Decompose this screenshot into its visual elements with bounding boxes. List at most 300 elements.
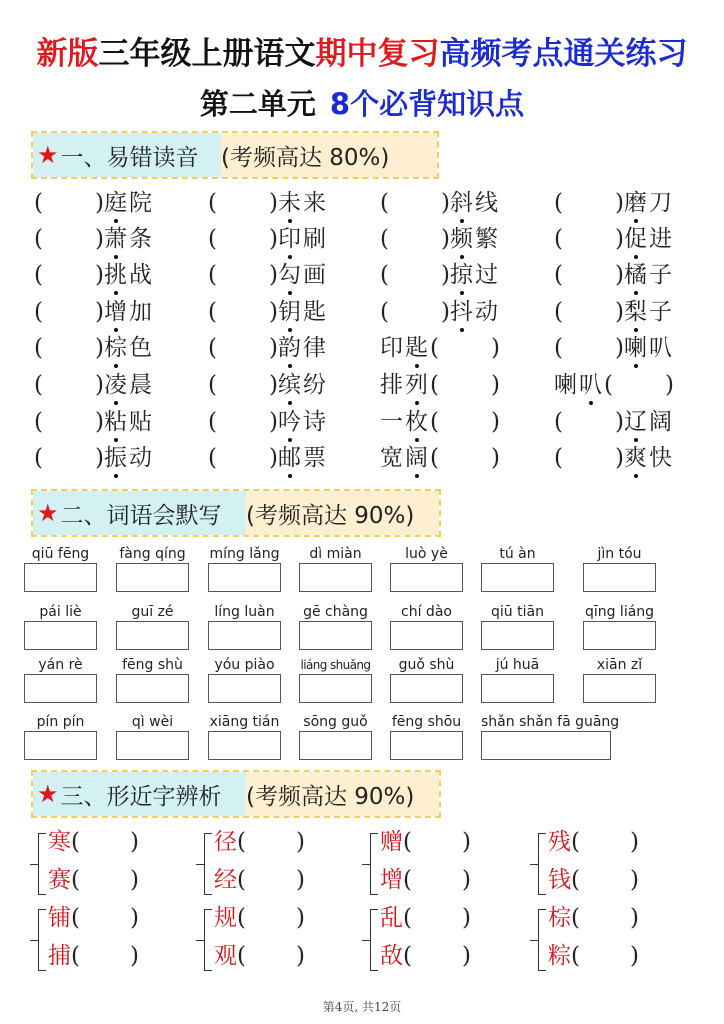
section-3-title-box bbox=[33, 772, 246, 816]
answer-blank[interactable]: ( ) bbox=[554, 226, 624, 252]
emphasis-dot-icon bbox=[288, 474, 292, 478]
dictation-item bbox=[299, 656, 372, 703]
char-pair-group bbox=[196, 901, 356, 981]
answer-box[interactable] bbox=[24, 563, 97, 592]
brace-icon bbox=[38, 833, 46, 895]
emphasis-dot-icon bbox=[114, 474, 118, 478]
char-line bbox=[380, 903, 471, 933]
char-line bbox=[48, 941, 139, 971]
pronunciation-item bbox=[34, 406, 154, 438]
pinyin-label: gē chàng bbox=[303, 604, 368, 620]
pinyin-label: qīng liáng bbox=[584, 604, 655, 620]
answer-blank[interactable]: ( ) bbox=[380, 190, 450, 216]
answer-blank[interactable]: ( ) bbox=[554, 262, 624, 288]
bracket-open: ( bbox=[403, 943, 412, 969]
char-line bbox=[48, 903, 139, 933]
dictation-item bbox=[116, 656, 189, 703]
brace-tick-icon bbox=[362, 940, 371, 941]
section-3-note-box bbox=[246, 772, 439, 816]
word-text: 缤纷 bbox=[278, 369, 328, 401]
char-line bbox=[548, 865, 639, 895]
pinyin-label: sōng guǒ bbox=[303, 714, 368, 730]
dictation-item bbox=[390, 656, 463, 703]
bracket-close: ) bbox=[295, 905, 305, 931]
brace-tick-icon bbox=[30, 940, 39, 941]
pronunciation-row bbox=[0, 369, 724, 405]
answer-box[interactable] bbox=[116, 674, 189, 703]
answer-blank[interactable]: ( ) bbox=[208, 445, 278, 471]
bracket-open: ( bbox=[71, 943, 80, 969]
similar-char: 寒 bbox=[48, 829, 71, 855]
similar-char: 规 bbox=[214, 905, 237, 931]
brace-icon bbox=[370, 833, 378, 895]
pronunciation-item bbox=[554, 187, 674, 219]
pinyin-label: fàng qíng bbox=[119, 546, 186, 562]
page-footer: 第4页, 共12页 bbox=[322, 1000, 402, 1014]
section-2-header bbox=[31, 489, 441, 537]
dictation-item bbox=[208, 713, 281, 760]
pinyin-label: fēng shōu bbox=[391, 714, 462, 730]
word-text: 棕色 bbox=[104, 332, 154, 364]
answer-box[interactable] bbox=[208, 563, 281, 592]
answer-blank[interactable]: ( ) bbox=[430, 445, 500, 471]
pronunciation-row bbox=[0, 442, 724, 478]
answer-box[interactable] bbox=[116, 621, 189, 650]
answer-blank[interactable] bbox=[237, 905, 305, 931]
dictation-item bbox=[116, 545, 189, 592]
char-line bbox=[214, 827, 305, 857]
pinyin-label: xiāng tián bbox=[209, 714, 280, 730]
answer-box[interactable] bbox=[481, 621, 554, 650]
word-text: 凌晨 bbox=[104, 369, 154, 401]
answer-box[interactable] bbox=[390, 731, 463, 760]
answer-blank[interactable]: ( ) bbox=[208, 335, 278, 361]
answer-blank[interactable]: ( ) bbox=[34, 299, 104, 325]
answer-blank[interactable]: ( ) bbox=[554, 299, 624, 325]
answer-blank[interactable] bbox=[403, 867, 471, 893]
bracket-close: ) bbox=[461, 905, 471, 931]
emphasis-dot-icon bbox=[114, 364, 118, 368]
similar-char: 捕 bbox=[48, 943, 71, 969]
emphasis-dot-icon bbox=[634, 291, 638, 295]
section-1-title-box bbox=[33, 133, 221, 177]
answer-blank[interactable]: ( ) bbox=[430, 335, 500, 361]
answer-blank[interactable] bbox=[71, 867, 139, 893]
title-line-1 bbox=[0, 28, 724, 73]
pronunciation-item bbox=[380, 296, 500, 328]
pinyin-label: shǎn shǎn fā guāng bbox=[481, 714, 620, 730]
pronunciation-item bbox=[554, 296, 674, 328]
emphasis-dot-icon bbox=[288, 291, 292, 295]
answer-blank[interactable]: ( ) bbox=[380, 226, 450, 252]
answer-blank[interactable] bbox=[71, 829, 139, 855]
answer-blank[interactable]: ( ) bbox=[604, 372, 674, 398]
section-2-title-box bbox=[33, 491, 246, 535]
word-text: 吟诗 bbox=[278, 406, 328, 438]
pinyin-label: qiū tiān bbox=[491, 604, 544, 620]
bracket-close: ) bbox=[295, 829, 305, 855]
answer-blank[interactable]: ( ) bbox=[34, 262, 104, 288]
bracket-open: ( bbox=[237, 905, 246, 931]
pronunciation-item bbox=[208, 187, 328, 219]
dictation-item bbox=[208, 656, 281, 703]
answer-blank[interactable] bbox=[71, 943, 139, 969]
word-text: 振动 bbox=[104, 442, 154, 474]
answer-blank[interactable]: ( ) bbox=[208, 409, 278, 435]
bracket-open: ( bbox=[237, 867, 246, 893]
char-pair-group bbox=[196, 825, 356, 905]
brace-tick-icon bbox=[362, 864, 371, 865]
answer-box[interactable] bbox=[299, 674, 372, 703]
similar-char: 残 bbox=[548, 829, 571, 855]
answer-blank[interactable]: ( ) bbox=[554, 335, 624, 361]
pinyin-label: pái liè bbox=[39, 604, 82, 620]
pinyin-label: liáng shuǎng bbox=[300, 658, 371, 672]
bracket-close: ) bbox=[629, 867, 639, 893]
pronunciation-item bbox=[380, 187, 500, 219]
answer-box[interactable] bbox=[583, 563, 656, 592]
char-line bbox=[380, 865, 471, 895]
char-line bbox=[214, 941, 305, 971]
char-pair-group bbox=[530, 901, 690, 981]
pinyin-label: xiān zǐ bbox=[596, 657, 643, 673]
section-1-header bbox=[31, 131, 439, 179]
answer-blank[interactable] bbox=[403, 829, 471, 855]
answer-box[interactable] bbox=[24, 674, 97, 703]
pronunciation-item bbox=[380, 369, 500, 401]
word-text: 排列 bbox=[380, 369, 430, 401]
pinyin-label: pín pín bbox=[36, 714, 85, 730]
answer-box[interactable] bbox=[390, 621, 463, 650]
answer-blank[interactable]: ( ) bbox=[380, 299, 450, 325]
answer-blank[interactable]: ( ) bbox=[380, 262, 450, 288]
word-text: 喇叭 bbox=[554, 369, 604, 401]
bracket-open: ( bbox=[571, 905, 580, 931]
similar-char: 棕 bbox=[548, 905, 571, 931]
answer-blank[interactable]: ( ) bbox=[554, 445, 624, 471]
word-text: 邮票 bbox=[278, 442, 328, 474]
similar-char: 钱 bbox=[548, 867, 571, 893]
pinyin-label: qì wèi bbox=[131, 714, 174, 730]
answer-blank[interactable]: ( ) bbox=[34, 445, 104, 471]
word-text: 一枚 bbox=[380, 406, 430, 438]
emphasis-dot-icon bbox=[415, 364, 419, 368]
title-seg-4: 高频考点通关练习 bbox=[439, 36, 688, 72]
dictation-item bbox=[390, 545, 463, 592]
pronunciation-item bbox=[380, 223, 500, 255]
dictation-item bbox=[481, 656, 554, 703]
dictation-item bbox=[583, 656, 656, 703]
bracket-close: ) bbox=[129, 905, 139, 931]
answer-blank[interactable]: ( ) bbox=[208, 190, 278, 216]
dictation-item bbox=[24, 603, 97, 650]
answer-blank[interactable] bbox=[571, 867, 639, 893]
section-3-title: 三、形近字辨析 bbox=[60, 783, 222, 810]
answer-blank[interactable] bbox=[571, 905, 639, 931]
pronunciation-item bbox=[208, 369, 328, 401]
pinyin-label: jú huā bbox=[495, 657, 540, 673]
bracket-open: ( bbox=[571, 943, 580, 969]
answer-blank[interactable] bbox=[403, 943, 471, 969]
word-text: 斜线 bbox=[450, 187, 500, 219]
answer-box[interactable] bbox=[583, 621, 656, 650]
bracket-open: ( bbox=[403, 867, 412, 893]
answer-blank[interactable] bbox=[571, 943, 639, 969]
answer-box[interactable] bbox=[299, 621, 372, 650]
section-3-frequency-note: (考频高达 90%) bbox=[246, 783, 415, 810]
brace-icon bbox=[204, 909, 212, 971]
char-line bbox=[214, 865, 305, 895]
section-1-note-box bbox=[221, 133, 437, 177]
pinyin-label: líng luàn bbox=[214, 604, 275, 620]
answer-blank[interactable] bbox=[237, 867, 305, 893]
pinyin-label: qiū fēng bbox=[31, 546, 90, 562]
answer-blank[interactable]: ( ) bbox=[554, 190, 624, 216]
word-text: 韵律 bbox=[278, 332, 328, 364]
answer-box[interactable] bbox=[116, 731, 189, 760]
char-line bbox=[548, 827, 639, 857]
pronunciation-item bbox=[380, 332, 500, 364]
word-text: 喇叭 bbox=[624, 332, 674, 364]
similar-char: 赠 bbox=[380, 829, 403, 855]
dictation-item bbox=[208, 603, 281, 650]
answer-box[interactable] bbox=[208, 674, 281, 703]
answer-blank[interactable] bbox=[237, 943, 305, 969]
section-3-header bbox=[31, 770, 441, 818]
answer-blank[interactable]: ( ) bbox=[208, 226, 278, 252]
bracket-close: ) bbox=[295, 943, 305, 969]
emphasis-dot-icon bbox=[114, 401, 118, 405]
pronunciation-item bbox=[208, 406, 328, 438]
answer-box[interactable] bbox=[24, 621, 97, 650]
dictation-item bbox=[481, 603, 554, 650]
char-pair-group bbox=[30, 825, 190, 905]
word-text: 掠过 bbox=[450, 259, 500, 291]
word-text: 增加 bbox=[104, 296, 154, 328]
char-line bbox=[548, 903, 639, 933]
char-line bbox=[48, 865, 139, 895]
answer-box[interactable] bbox=[299, 731, 372, 760]
pronunciation-item bbox=[380, 259, 500, 291]
answer-box[interactable] bbox=[208, 621, 281, 650]
bracket-open: ( bbox=[71, 829, 80, 855]
answer-box[interactable] bbox=[390, 563, 463, 592]
answer-blank[interactable] bbox=[403, 905, 471, 931]
word-text: 粘贴 bbox=[104, 406, 154, 438]
answer-blank[interactable]: ( ) bbox=[34, 226, 104, 252]
pronunciation-item bbox=[34, 296, 154, 328]
similar-char: 经 bbox=[214, 867, 237, 893]
similar-char: 敌 bbox=[380, 943, 403, 969]
emphasis-dot-icon bbox=[415, 474, 419, 478]
word-text: 磨刀 bbox=[624, 187, 674, 219]
dictation-item bbox=[299, 713, 372, 760]
word-text: 辽阔 bbox=[624, 406, 674, 438]
word-text: 庭院 bbox=[104, 187, 154, 219]
emphasis-dot-icon bbox=[634, 474, 638, 478]
answer-blank[interactable]: ( ) bbox=[34, 190, 104, 216]
word-text: 梨子 bbox=[624, 296, 674, 328]
answer-box[interactable] bbox=[208, 731, 281, 760]
char-pair-group bbox=[362, 825, 522, 905]
similar-char: 铺 bbox=[48, 905, 71, 931]
answer-box[interactable] bbox=[481, 674, 554, 703]
dictation-item bbox=[299, 545, 372, 592]
answer-blank[interactable]: ( ) bbox=[208, 299, 278, 325]
pronunciation-item bbox=[208, 296, 328, 328]
bracket-close: ) bbox=[129, 943, 139, 969]
brace-icon bbox=[538, 833, 546, 895]
pinyin-label: tú àn bbox=[499, 546, 536, 562]
word-text: 印刷 bbox=[278, 223, 328, 255]
brace-icon bbox=[538, 909, 546, 971]
brace-icon bbox=[370, 909, 378, 971]
word-text: 挑战 bbox=[104, 259, 154, 291]
pronunciation-row bbox=[0, 259, 724, 295]
bracket-open: ( bbox=[403, 905, 412, 931]
section-2-title: 二、词语会默写 bbox=[60, 502, 222, 529]
dictation-item bbox=[481, 545, 554, 592]
pronunciation-row bbox=[0, 332, 724, 368]
star-icon: ★ bbox=[37, 141, 59, 169]
pronunciation-item bbox=[554, 442, 674, 474]
dictation-item bbox=[390, 713, 463, 760]
char-line bbox=[48, 827, 139, 857]
answer-box[interactable] bbox=[299, 563, 372, 592]
title-seg-2: 三年级上册语文 bbox=[98, 36, 316, 72]
dictation-item bbox=[583, 545, 656, 592]
brace-icon bbox=[204, 833, 212, 895]
answer-blank[interactable]: ( ) bbox=[34, 409, 104, 435]
dictation-item bbox=[481, 713, 620, 760]
pinyin-label: dì miàn bbox=[309, 546, 362, 562]
word-text: 勾画 bbox=[278, 259, 328, 291]
bracket-close: ) bbox=[129, 829, 139, 855]
pronunciation-row bbox=[0, 187, 724, 223]
dictation-item bbox=[116, 713, 189, 760]
brace-tick-icon bbox=[530, 864, 539, 865]
bracket-close: ) bbox=[461, 829, 471, 855]
pronunciation-item bbox=[208, 223, 328, 255]
bracket-open: ( bbox=[237, 829, 246, 855]
bracket-close: ) bbox=[629, 905, 639, 931]
star-icon: ★ bbox=[37, 499, 59, 527]
pinyin-label: luò yè bbox=[405, 546, 448, 562]
pronunciation-item bbox=[554, 223, 674, 255]
answer-box[interactable] bbox=[24, 731, 97, 760]
char-pair-group bbox=[362, 901, 522, 981]
bracket-close: ) bbox=[461, 867, 471, 893]
emphasis-dot-icon bbox=[288, 364, 292, 368]
word-text: 爽快 bbox=[624, 442, 674, 474]
brace-tick-icon bbox=[530, 940, 539, 941]
char-pair-group bbox=[30, 901, 190, 981]
similar-char: 径 bbox=[214, 829, 237, 855]
word-text: 促进 bbox=[624, 223, 674, 255]
answer-blank[interactable]: ( ) bbox=[34, 372, 104, 398]
section-2-note-box bbox=[246, 491, 439, 535]
answer-blank[interactable] bbox=[237, 829, 305, 855]
pinyin-label: míng lǎng bbox=[209, 546, 280, 562]
bracket-close: ) bbox=[461, 943, 471, 969]
word-text: 宽阔 bbox=[380, 442, 430, 474]
pinyin-label: guī zé bbox=[131, 604, 174, 620]
dictation-item bbox=[390, 603, 463, 650]
star-icon: ★ bbox=[37, 780, 59, 808]
pronunciation-item bbox=[380, 442, 500, 474]
pronunciation-item bbox=[208, 442, 328, 474]
answer-box[interactable] bbox=[481, 563, 554, 592]
section-1-title: 一、易错读音 bbox=[60, 144, 199, 171]
pronunciation-row bbox=[0, 406, 724, 442]
word-text: 频繁 bbox=[450, 223, 500, 255]
bracket-open: ( bbox=[571, 829, 580, 855]
answer-box[interactable] bbox=[116, 563, 189, 592]
brace-tick-icon bbox=[30, 864, 39, 865]
word-text: 抖动 bbox=[450, 296, 500, 328]
emphasis-dot-icon bbox=[114, 291, 118, 295]
answer-box[interactable] bbox=[583, 674, 656, 703]
answer-blank[interactable]: ( ) bbox=[34, 335, 104, 361]
pronunciation-item bbox=[554, 369, 674, 401]
dictation-item bbox=[116, 603, 189, 650]
similar-char: 观 bbox=[214, 943, 237, 969]
bracket-open: ( bbox=[571, 867, 580, 893]
bracket-open: ( bbox=[71, 867, 80, 893]
pinyin-label: jìn tóu bbox=[597, 546, 642, 562]
pronunciation-item bbox=[554, 259, 674, 291]
char-pair-group bbox=[530, 825, 690, 905]
answer-blank[interactable]: ( ) bbox=[430, 372, 500, 398]
dictation-item bbox=[208, 545, 281, 592]
char-line bbox=[214, 903, 305, 933]
brace-tick-icon bbox=[196, 940, 205, 941]
bracket-open: ( bbox=[237, 943, 246, 969]
pinyin-label: yóu piào bbox=[214, 657, 275, 673]
pronunciation-row bbox=[0, 296, 724, 332]
pronunciation-item bbox=[380, 406, 500, 438]
pronunciation-item bbox=[208, 332, 328, 364]
answer-blank[interactable] bbox=[71, 905, 139, 931]
bracket-close: ) bbox=[295, 867, 305, 893]
answer-blank[interactable]: ( ) bbox=[554, 409, 624, 435]
answer-blank[interactable] bbox=[571, 829, 639, 855]
pronunciation-item bbox=[554, 332, 674, 364]
answer-box[interactable] bbox=[390, 674, 463, 703]
bracket-open: ( bbox=[403, 829, 412, 855]
char-line bbox=[380, 941, 471, 971]
section-1-frequency-note: (考频高达 80%) bbox=[221, 144, 390, 171]
pronunciation-item bbox=[34, 187, 154, 219]
dictation-item bbox=[24, 656, 97, 703]
similar-char: 增 bbox=[380, 867, 403, 893]
similar-char: 粽 bbox=[548, 943, 571, 969]
title-seg-3: 期中复习 bbox=[315, 36, 440, 72]
dictation-item bbox=[24, 545, 97, 592]
answer-blank[interactable]: ( ) bbox=[430, 409, 500, 435]
answer-box[interactable] bbox=[481, 731, 611, 760]
word-text: 印匙 bbox=[380, 332, 430, 364]
bracket-close: ) bbox=[629, 943, 639, 969]
dictation-item bbox=[24, 713, 97, 760]
pronunciation-item bbox=[34, 369, 154, 401]
pinyin-label: guǒ shù bbox=[398, 657, 455, 673]
word-text: 钥匙 bbox=[278, 296, 328, 328]
answer-blank[interactable]: ( ) bbox=[208, 262, 278, 288]
unit-label: 第二单元 bbox=[199, 87, 316, 121]
answer-blank[interactable]: ( ) bbox=[208, 372, 278, 398]
word-text: 橘子 bbox=[624, 259, 674, 291]
